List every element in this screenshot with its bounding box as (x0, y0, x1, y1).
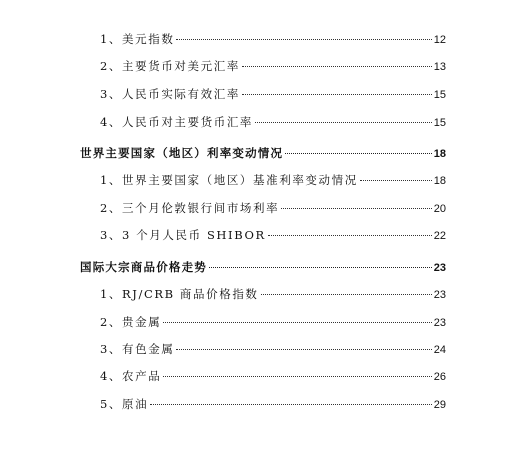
toc-entry-label: 1、RJ/CRB 商品价格指数 (100, 287, 259, 301)
toc-entry-label: 3、有色金属 (100, 342, 175, 356)
toc-entry-nonferrous-metals[interactable] (100, 339, 446, 359)
toc-entry-agricultural-products[interactable] (100, 366, 446, 386)
dot-leader (242, 94, 432, 95)
dot-leader (163, 322, 431, 323)
dot-leader (163, 376, 431, 377)
toc-section-page-number: 23 (433, 262, 446, 274)
toc-section-label: 世界主要国家（地区）利率变动情况 (80, 146, 284, 160)
toc-entry-page-number: 15 (433, 89, 446, 101)
toc-entry-us-dollar-index[interactable] (100, 29, 446, 49)
dot-leader (261, 294, 432, 295)
toc-entry-page-number: 24 (433, 344, 446, 356)
dot-leader (285, 153, 432, 154)
dot-leader (176, 349, 431, 350)
toc-entry-crude-oil[interactable] (100, 394, 446, 414)
dot-leader (150, 404, 432, 405)
dot-leader (255, 122, 432, 123)
toc-entry-label: 4、人民币对主要货币汇率 (100, 115, 254, 129)
toc-section-label: 国际大宗商品价格走势 (80, 260, 207, 274)
toc-entry-page-number: 23 (433, 289, 446, 301)
toc-entry-page-number: 13 (433, 61, 446, 73)
toc-entry-page-number: 15 (433, 117, 446, 129)
toc-entry-shibor-3m[interactable] (100, 225, 446, 245)
toc-entry-label: 2、贵金属 (100, 315, 162, 329)
toc-section-commodity-prices[interactable] (80, 257, 446, 277)
toc-entry-label: 4、农产品 (100, 369, 162, 383)
toc-section-interest-rates[interactable] (80, 143, 446, 163)
toc-entry-label: 2、三个月伦敦银行间市场利率 (100, 201, 280, 215)
toc-entry-page-number: 22 (433, 230, 446, 242)
dot-leader (268, 235, 432, 236)
toc-entry-label: 3、3 个月人民币 SHIBOR (100, 228, 266, 242)
dot-leader (360, 180, 432, 181)
toc-entry-label: 5、原油 (100, 397, 149, 411)
dot-leader (209, 267, 432, 268)
toc-entry-precious-metals[interactable] (100, 312, 446, 332)
toc-section-page-number: 18 (433, 148, 446, 160)
toc-entry-label: 2、主要货币对美元汇率 (100, 59, 240, 73)
toc-entry-label: 3、人民币实际有效汇率 (100, 87, 240, 101)
toc-entry-libor-3m[interactable] (100, 198, 446, 218)
dot-leader (176, 39, 431, 40)
toc-entry-page-number: 12 (433, 34, 446, 46)
toc-entry-page-number: 26 (433, 371, 446, 383)
dot-leader (281, 208, 432, 209)
toc-entry-label: 1、美元指数 (100, 32, 175, 46)
dot-leader (242, 66, 432, 67)
toc-entry-rj-crb-index[interactable] (100, 284, 446, 304)
toc-entry-rmb-vs-major-currencies[interactable] (100, 112, 446, 132)
toc-entry-label: 1、世界主要国家（地区）基准利率变动情况 (100, 173, 358, 187)
toc-entry-page-number: 23 (433, 317, 446, 329)
toc-entry-rmb-real-effective-rate[interactable] (100, 84, 446, 104)
toc-entry-page-number: 20 (433, 203, 446, 215)
toc-entry-page-number: 18 (433, 175, 446, 187)
toc-entry-page-number: 29 (433, 399, 446, 411)
toc-entry-benchmark-rates[interactable] (100, 170, 446, 190)
toc-entry-major-currencies-vs-usd[interactable] (100, 56, 446, 76)
